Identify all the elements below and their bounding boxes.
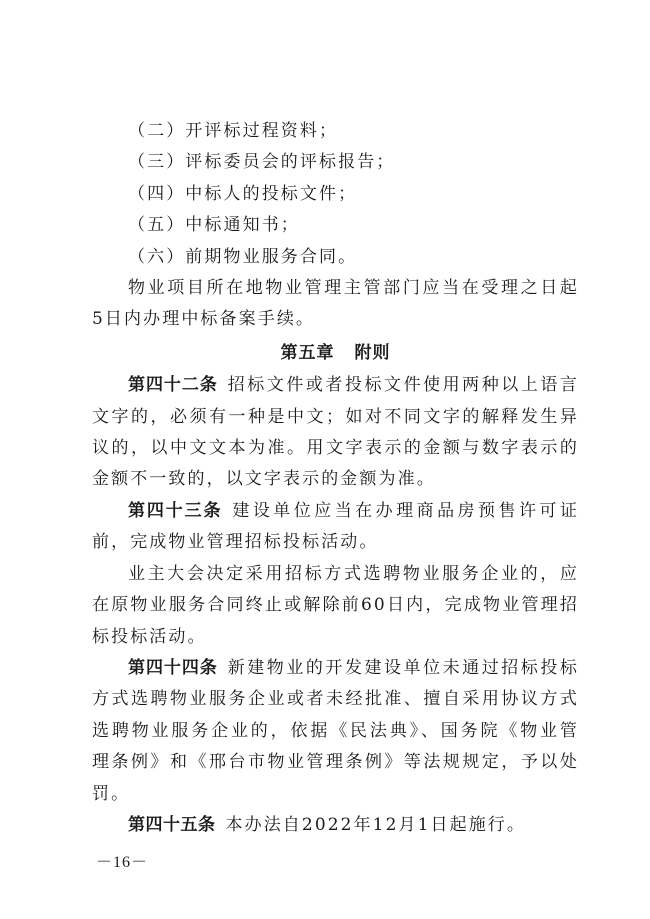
list-item: （四）中标人的投标文件； bbox=[128, 183, 358, 204]
article-text: 建设单位应当在办理商品房预售许可证前，完成物业管理招标投标活动。 bbox=[92, 500, 579, 553]
article-label: 第四十三条 bbox=[128, 500, 223, 521]
article-label: 第四十二条 bbox=[128, 375, 218, 396]
chapter-title: 附则 bbox=[354, 342, 391, 363]
article-text: 本办法自2022年12月1日起施行。 bbox=[225, 814, 527, 835]
chapter-heading bbox=[92, 338, 579, 369]
page-content bbox=[92, 116, 579, 841]
article-43-paragraph-2: 业主大会决定采用招标方式选聘物业服务企业的，应在原物业服务合同终止或解除前60日内，完成物业管理招标投标活动。 bbox=[92, 563, 579, 647]
article-45 bbox=[92, 810, 579, 841]
article-44 bbox=[92, 653, 579, 810]
list-item: （二）开评标过程资料； bbox=[128, 121, 339, 141]
list-item: （三）评标委员会的评标报告； bbox=[128, 152, 396, 173]
list-item: （五）中标通知书； bbox=[128, 215, 300, 236]
article-text: 新建物业的开发建设单位未通过招标投标方式选聘物业服务企业或者未经批准、擅自采用协议方式选聘物业服务企业的，依据《民法典》、国务院《物业管理条例》和《邢台市物业管理条例》等法规规定，予以处罚。 bbox=[92, 657, 579, 804]
article-text: 招标文件或者投标文件使用两种以上语言文字的，必须有一种是中文；如对不同文字的解释发生异议的，以中文文本为准。用文字表示的金额与数字表示的金额不一致的，以文字表示的金额为准。 bbox=[92, 375, 579, 490]
filing-paragraph: 物业项目所在地物业管理主管部门应当在受理之日起5日内办理中标备案手续。 bbox=[92, 278, 579, 330]
article-42 bbox=[92, 370, 579, 496]
article-label: 第四十四条 bbox=[128, 657, 218, 678]
page-number: －16－ bbox=[96, 854, 149, 871]
chapter-number: 第五章 bbox=[280, 342, 335, 363]
article-label: 第四十五条 bbox=[128, 814, 216, 835]
list-item: （六）前期物业服务合同。 bbox=[128, 246, 358, 267]
article-43 bbox=[92, 496, 579, 559]
